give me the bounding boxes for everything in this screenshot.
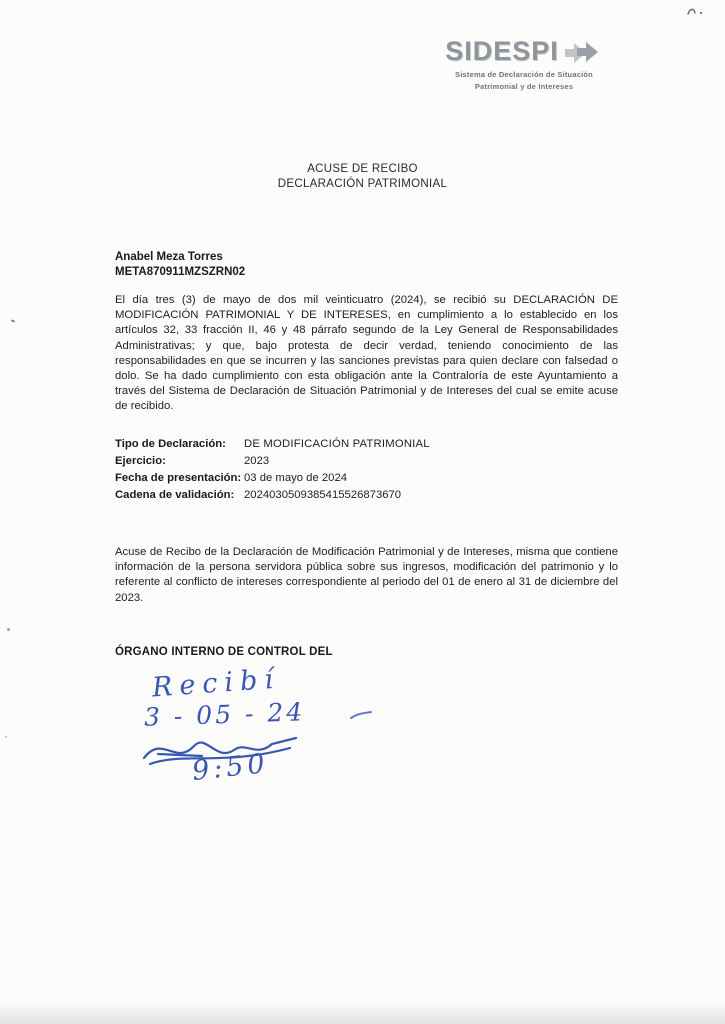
body-paragraph: El día tres (3) de mayo de dos mil veinticuatro (2024), se recibió su DECLARACIÓN DE MODIFICACIÓN PATRIMONIAL Y DE INTERESES, en cumplimiento a lo establecido en los artículos 32, 33 fracción II, 46 y 48 párrafo segundo de la Ley General de Responsabilidades Administrativas; y que, bajo protesta de decir verdad, teniendo conocimiento de las responsabilidades en que se incurren y las sanciones previstas para quien declare con falsedad o dolo. Se ha dado cumplimiento con esta obligación ante la Contraloría de este Ayuntamiento a través del Sistema de Declaración de Situación Patrimonial y de Intereses del cual se emite acuse de recibido. bbox=[115, 294, 618, 413]
closing-paragraph: Acuse de Recibo de la Declaración de Modificación Patrimonial y de Intereses, misma que contiene información de la persona servidora pública sobre sus ingresos, modificación del patrimonio y lo referente al conflicto de intereses correspondiente al periodo del 01 de enero al 31 de diciembre del 2023. bbox=[115, 546, 618, 604]
field-fecha-presentacion bbox=[115, 472, 430, 484]
document-title bbox=[0, 162, 725, 191]
scan-artifact-speck bbox=[5, 736, 7, 738]
declaration-fields bbox=[115, 438, 430, 506]
pen-mark bbox=[348, 708, 374, 722]
scan-artifact-corner-mark bbox=[684, 4, 708, 20]
handwritten-recibi: Recibí bbox=[151, 663, 281, 704]
field-tipo-declaracion bbox=[115, 438, 430, 450]
field-ejercicio bbox=[115, 455, 430, 467]
field-label: Tipo de Declaración: bbox=[115, 438, 226, 450]
scan-artifact-speck bbox=[11, 319, 15, 323]
scan-bottom-shadow bbox=[0, 1002, 725, 1024]
signature-heading: ÓRGANO INTERNO DE CONTROL DEL bbox=[115, 646, 333, 658]
sidespi-tagline-line2: Patrimonial y de Intereses bbox=[474, 82, 574, 91]
sidespi-tagline-line1: Sistema de Declaración de Situación bbox=[455, 70, 593, 79]
field-label: Fecha de presentación: bbox=[115, 472, 242, 484]
field-value: 2023 bbox=[244, 455, 270, 467]
handwritten-date: 3 - 05 - 24 bbox=[143, 697, 306, 732]
field-label: Ejercicio: bbox=[115, 455, 166, 467]
document-title-line2: DECLARACIÓN PATRIMONIAL bbox=[277, 177, 448, 190]
sidespi-logo bbox=[436, 36, 612, 91]
handwritten-time: 9:50 bbox=[190, 748, 271, 787]
scan-artifact-speck bbox=[7, 628, 10, 631]
field-value: DE MODIFICACIÓN PATRIMONIAL bbox=[244, 438, 430, 450]
field-label: Cadena de validación: bbox=[115, 489, 235, 501]
recipient-name: Anabel Meza Torres bbox=[115, 251, 223, 263]
document-title-line1: ACUSE DE RECIBO bbox=[307, 163, 418, 175]
recipient-block bbox=[115, 250, 245, 280]
field-value: 2024030509385415526873670 bbox=[244, 489, 402, 501]
sidespi-logo-text: SIDESPI bbox=[445, 36, 559, 66]
field-cadena-validacion bbox=[115, 489, 430, 501]
recipient-id: META870911MZSZRN02 bbox=[115, 266, 246, 278]
field-value: 03 de mayo de 2024 bbox=[244, 472, 348, 484]
sidespi-logo-arrows-icon bbox=[563, 40, 603, 66]
